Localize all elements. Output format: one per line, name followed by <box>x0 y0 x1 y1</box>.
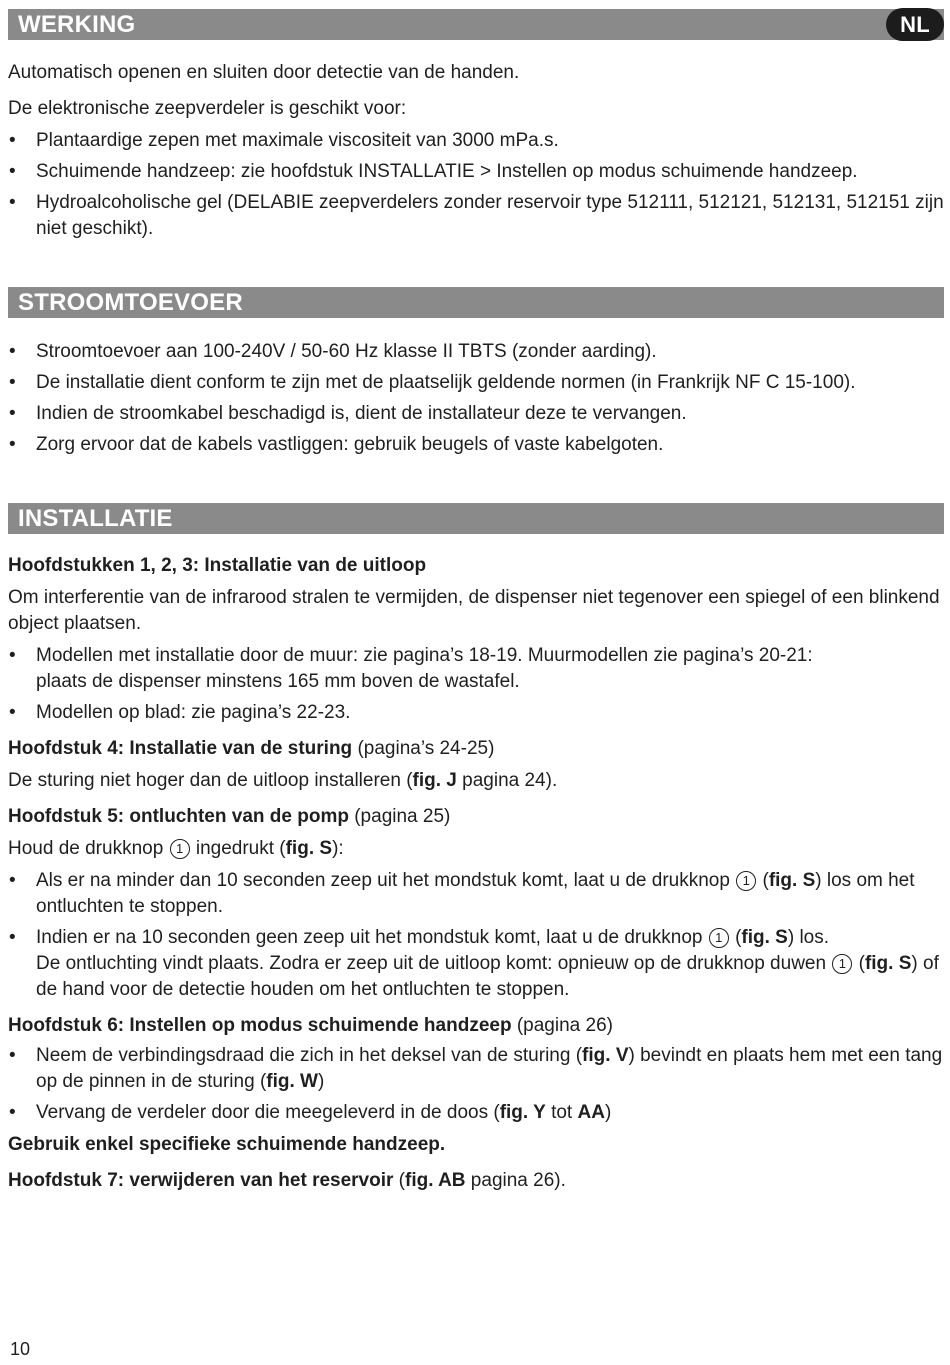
section-title: WERKING <box>18 11 136 38</box>
list-item: • Neem de verbindingsdraad die zich in het deksel van de sturing (fig. V) bevindt en plaats hem met een tang op de pinnen in de sturing (fig. W) <box>8 1043 944 1095</box>
list-item: • Indien er na 10 seconden geen zeep uit het mondstuk komt, laat u de drukknop 1 (fig. S) los. De ontluchting vindt plaats. Zodra er zeep uit de uitloop komt: opnieuw op de drukknop duwen 1 (fig. S) of de hand voor de detectie houden om het ontluchten te stoppen. <box>8 925 944 1003</box>
warning-text: Gebruik enkel specifieke schuimende handzeep. <box>8 1134 446 1155</box>
list-item: • Modellen met installatie door de muur: zie pagina’s 18-19. Muurmodellen zie pagina’s 20-21: plaats de dispenser minstens 165 mm boven de wastafel. <box>8 643 944 695</box>
list-item: • Modellen op blad: zie pagina’s 22-23. <box>8 700 944 726</box>
list-item: • Hydroalcoholische gel (DELABIE zeepverdelers zonder reservoir type 512111, 512121, 512131, 512151 zijn niet geschikt). <box>8 190 944 242</box>
circled-number-icon: 1 <box>736 871 756 891</box>
chapter-6-heading: Hoofdstuk 6: Instellen op modus schuimende handzeep (pagina 26) <box>8 1015 613 1036</box>
paragraph: Om interferentie van de infrarood stralen te vermijden, de dispenser niet tegenover een spiegel of een blinkend object plaatsen. <box>8 587 940 634</box>
list-item: • Als er na minder dan 10 seconden zeep uit het mondstuk komt, laat u de drukknop 1 (fig. S) los om het ontluchten te stoppen. <box>8 868 944 920</box>
install-list-1 <box>8 643 944 726</box>
language-badge: NL <box>886 8 944 41</box>
chapter-7-heading: Hoofdstuk 7: verwijderen van het reservoir (fig. AB pagina 26). <box>8 1170 566 1191</box>
werking-list <box>8 128 944 242</box>
section-header-stroomtoevoer <box>8 287 944 318</box>
list-item: • Zorg ervoor dat de kabels vastliggen: gebruik beugels of vaste kabelgoten. <box>8 432 944 458</box>
stroom-list <box>8 339 944 458</box>
manual-page <box>8 0 944 1194</box>
list-item: • Plantaardige zepen met maximale viscositeit van 3000 mPa.s. <box>8 128 944 154</box>
chapter-4-heading: Hoofdstuk 4: Installatie van de sturing (pagina’s 24-25) <box>8 738 495 759</box>
paragraph: De sturing niet hoger dan de uitloop installeren (fig. J pagina 24). <box>8 770 558 791</box>
list-item: • Indien de stroomkabel beschadigd is, dient de installateur deze te vervangen. <box>8 401 944 427</box>
werking-intro: Automatisch openen en sluiten door detectie van de handen. <box>8 62 520 83</box>
werking-intro-2: De elektronische zeepverdeler is geschikt voor: <box>8 98 407 119</box>
install-list-5 <box>8 868 944 1003</box>
section-title: STROOMTOEVOER <box>18 289 243 316</box>
paragraph: Houd de drukknop 1 ingedrukt (fig. S): <box>8 838 344 859</box>
chapter-5-heading: Hoofdstuk 5: ontluchten van de pomp (pagina 25) <box>8 806 451 827</box>
list-item: • Vervang de verdeler door die meegeleverd in de doos (fig. Y tot AA) <box>8 1100 944 1126</box>
chapter-heading: Hoofdstukken 1, 2, 3: Installatie van de uitloop <box>8 555 427 576</box>
list-item: • De installatie dient conform te zijn met de plaatselijk geldende normen (in Frankrijk NF C 15-100). <box>8 370 944 396</box>
circled-number-icon: 1 <box>170 839 190 859</box>
circled-number-icon: 1 <box>709 928 729 948</box>
page-number: 10 <box>10 1339 31 1359</box>
install-list-6 <box>8 1043 944 1126</box>
list-item: • Schuimende handzeep: zie hoofdstuk INSTALLATIE > Instellen op modus schuimende handzeep. <box>8 159 944 185</box>
list-item: • Stroomtoevoer aan 100-240V / 50-60 Hz klasse II TBTS (zonder aarding). <box>8 339 944 365</box>
section-header-installatie <box>8 503 944 534</box>
section-title: INSTALLATIE <box>18 505 173 532</box>
circled-number-icon: 1 <box>832 954 852 974</box>
section-header-werking <box>8 9 944 40</box>
